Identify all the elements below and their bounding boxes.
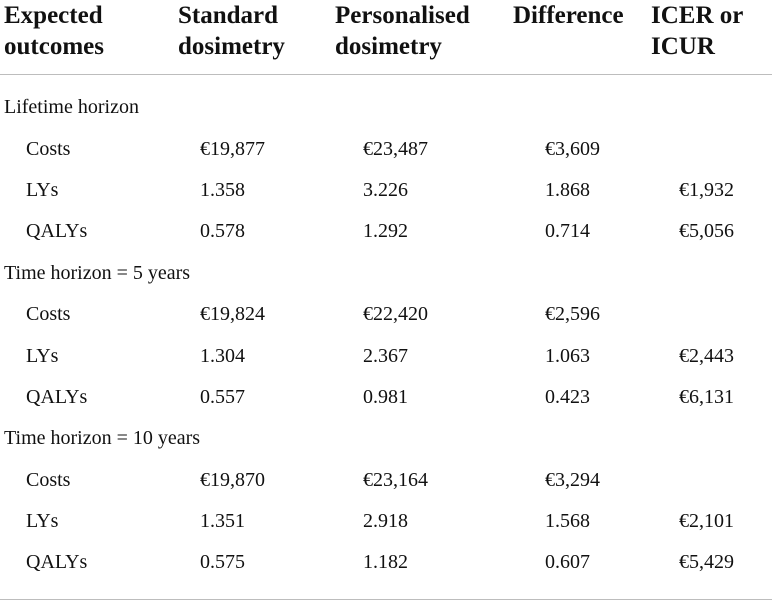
bottom-rule	[0, 599, 772, 600]
cell-icer: €2,101	[679, 510, 734, 533]
table-row	[0, 294, 772, 335]
section-title: Time horizon = 10 years	[4, 427, 201, 450]
cell-icer	[651, 294, 772, 335]
cell-personalised: 1.182	[363, 551, 408, 574]
cell-difference: €3,609	[545, 137, 600, 160]
header-standard-dosimetry: Standard dosimetry	[168, 0, 325, 75]
cell-icer: €6,131	[679, 385, 734, 408]
cell-icer: €1,932	[679, 178, 734, 201]
row-label: LYs	[26, 178, 59, 201]
cell-standard: 1.304	[200, 344, 245, 367]
section-row-5-years	[0, 253, 772, 294]
cell-difference: 0.607	[545, 551, 590, 574]
cell-standard: 1.358	[200, 178, 245, 201]
cell-personalised: €23,164	[363, 468, 428, 491]
cell-icer	[651, 460, 772, 501]
cell-personalised: €23,487	[363, 137, 428, 160]
header-expected-outcomes: Expected outcomes	[0, 0, 168, 75]
table-row	[0, 501, 772, 542]
row-label: QALYs	[26, 385, 88, 408]
cell-standard: 0.575	[200, 551, 245, 574]
cell-difference: 0.714	[545, 220, 590, 243]
table-row	[0, 460, 772, 501]
cell-personalised: 1.292	[363, 220, 408, 243]
cell-standard: 0.578	[200, 220, 245, 243]
table-row	[0, 335, 772, 376]
row-label: Costs	[26, 137, 71, 160]
cell-difference: 1.868	[545, 178, 590, 201]
section-title: Lifetime horizon	[4, 96, 139, 119]
header-row	[0, 0, 772, 75]
table-row	[0, 128, 772, 169]
table-row	[0, 542, 772, 583]
row-label: QALYs	[26, 220, 88, 243]
row-label: LYs	[26, 344, 59, 367]
cell-personalised: 0.981	[363, 385, 408, 408]
table-row	[0, 170, 772, 211]
cell-standard: 1.351	[200, 510, 245, 533]
header-difference: Difference	[513, 0, 651, 75]
header-icer-icur: ICER or ICUR	[651, 0, 772, 75]
cell-standard: €19,877	[200, 137, 265, 160]
cell-standard: 0.557	[200, 385, 245, 408]
cell-icer: €5,429	[679, 551, 734, 574]
table-body	[0, 75, 772, 584]
cell-icer: €5,056	[679, 220, 734, 243]
cell-difference: €3,294	[545, 468, 600, 491]
cell-personalised: 2.367	[363, 344, 408, 367]
table-row	[0, 211, 772, 252]
cell-difference: 1.568	[545, 510, 590, 533]
cell-standard: €19,870	[200, 468, 265, 491]
cell-difference: 1.063	[545, 344, 590, 367]
row-label: LYs	[26, 510, 59, 533]
cell-standard: €19,824	[200, 303, 265, 326]
section-row-10-years	[0, 418, 772, 459]
cell-difference: €2,596	[545, 303, 600, 326]
cell-difference: 0.423	[545, 385, 590, 408]
header-personalised-dosimetry: Personalised dosimetry	[325, 0, 513, 75]
table-header	[0, 0, 772, 75]
cell-icer: €2,443	[679, 344, 734, 367]
cell-personalised: 3.226	[363, 178, 408, 201]
section-title: Time horizon = 5 years	[4, 261, 191, 284]
row-label: Costs	[26, 303, 71, 326]
row-label: Costs	[26, 468, 71, 491]
table-row	[0, 377, 772, 418]
cell-personalised: 2.918	[363, 510, 408, 533]
cell-icer	[651, 128, 772, 169]
section-row-lifetime	[0, 75, 772, 129]
row-label: QALYs	[26, 551, 88, 574]
cell-personalised: €22,420	[363, 303, 428, 326]
